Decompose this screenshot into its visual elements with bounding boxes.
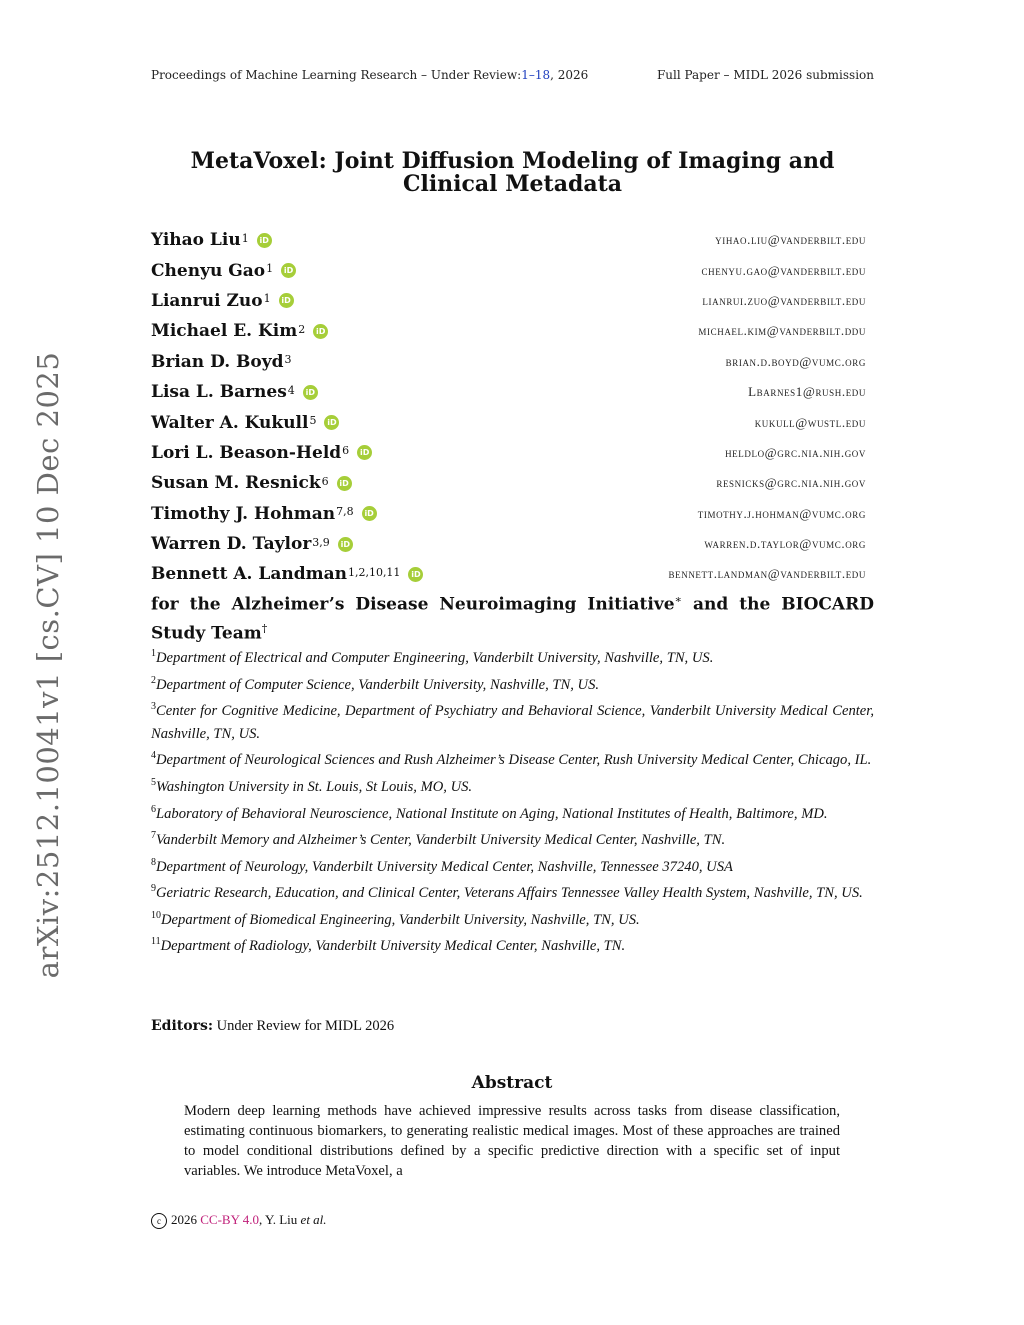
affiliation-text: Washington University in St. Louis, St Louis, MO, US. bbox=[156, 778, 473, 795]
author-email[interactable]: timothy.j.hohman@vumc.org bbox=[697, 505, 866, 521]
author-name bbox=[151, 352, 292, 372]
author-affil-sup: 3 bbox=[284, 353, 292, 367]
footer-etal: et al. bbox=[300, 1212, 327, 1227]
affiliation-number: 7 bbox=[151, 830, 156, 842]
author-affil-sup: 6 bbox=[342, 444, 350, 458]
affiliation-text: Department of Neurology, Vanderbilt University Medical Center, Nashville, Tennessee 37240, USA bbox=[156, 858, 733, 875]
affiliation-item bbox=[151, 696, 874, 745]
orcid-icon[interactable]: iD bbox=[362, 506, 377, 521]
affiliation-number: 2 bbox=[151, 674, 156, 686]
author-affil-sup: 1 bbox=[266, 262, 274, 276]
author-affil-sup: 1 bbox=[263, 292, 271, 306]
author-email[interactable]: lianrui.zuo@vanderbilt.edu bbox=[702, 292, 866, 308]
author-email[interactable]: Lbarnes1@rush.edu bbox=[748, 384, 866, 400]
affiliation-text: Department of Computer Science, Vanderbilt University, Nashville, TN, US. bbox=[156, 676, 600, 693]
affiliation-item bbox=[151, 772, 874, 799]
author-name-text: Yihao Liu bbox=[151, 230, 241, 251]
affiliation-text: Center for Cognitive Medicine, Department of Psychiatry and Behavioral Science, Vanderbilt University Medical Center, Nashville, TN, US. bbox=[151, 702, 874, 742]
affiliation-text: Department of Neurological Sciences and Rush Alzheimer’s Disease Center, Rush University Medical Center, Chicago, IL. bbox=[156, 752, 872, 769]
author-email[interactable]: heldlo@grc.nia.nih.gov bbox=[725, 444, 866, 460]
affiliation-text: Department of Radiology, Vanderbilt University Medical Center, Nashville, TN. bbox=[160, 938, 626, 955]
editors-line bbox=[151, 1018, 394, 1035]
affiliation-text: Laboratory of Behavioral Neuroscience, National Institute on Aging, National Institutes of Health, Baltimore, MD. bbox=[156, 805, 828, 822]
affiliation-item bbox=[151, 825, 874, 852]
affiliation-item bbox=[151, 878, 874, 905]
author-email[interactable]: yihao.liu@vanderbilt.edu bbox=[715, 232, 866, 248]
author-row bbox=[151, 347, 866, 377]
affiliations bbox=[151, 643, 874, 958]
author-name bbox=[151, 443, 372, 463]
orcid-icon[interactable]: iD bbox=[281, 263, 296, 278]
author-email[interactable]: resnicks@grc.nia.nih.gov bbox=[716, 475, 866, 491]
author-name bbox=[151, 382, 318, 402]
orcid-icon[interactable]: iD bbox=[357, 445, 372, 460]
author-row bbox=[151, 225, 866, 255]
affiliation-item bbox=[151, 799, 874, 826]
orcid-icon[interactable]: iD bbox=[338, 537, 353, 552]
author-row bbox=[151, 286, 866, 316]
affiliation-item bbox=[151, 905, 874, 932]
arxiv-stamp-text: arXiv:2512.10041v1 [cs.CV] 10 Dec 2025 bbox=[31, 351, 65, 979]
author-name-text: Michael E. Kim bbox=[151, 321, 298, 342]
affiliation-number: 5 bbox=[151, 776, 156, 788]
group-authors bbox=[151, 588, 874, 645]
author-name-text: Chenyu Gao bbox=[151, 260, 266, 281]
author-name bbox=[151, 321, 328, 341]
arxiv-stamp bbox=[30, 351, 66, 979]
author-name-text: Lori L. Beason-Held bbox=[151, 442, 342, 463]
author-email[interactable]: chenyu.gao@vanderbilt.edu bbox=[701, 262, 866, 278]
author-row bbox=[151, 255, 866, 285]
author-email[interactable]: bennett.landman@vanderbilt.edu bbox=[668, 566, 866, 582]
author-row bbox=[151, 438, 866, 468]
affiliation-text: Geriatric Research, Education, and Clinical Center, Veterans Affairs Tennessee Valley Health System, Nashville, TN, US. bbox=[156, 885, 863, 902]
affiliation-item bbox=[151, 745, 874, 772]
author-affil-sup: 7,8 bbox=[336, 505, 354, 519]
affiliation-number: 6 bbox=[151, 803, 156, 815]
page-range-link[interactable]: 1–18 bbox=[521, 68, 551, 82]
author-name bbox=[151, 534, 353, 554]
running-head-left bbox=[151, 68, 588, 82]
author-row bbox=[151, 377, 866, 407]
author-affil-sup: 6 bbox=[321, 474, 329, 488]
author-name bbox=[151, 413, 339, 433]
abstract-text: Modern deep learning methods have achieved impressive results across tasks from disease classification, estimating continuous biomarkers, to generating realistic medical images. Most of these approaches are trained to model conditional distributions defined by a specific predictive direction with a specific set of input variables. We introduce MetaVoxel, a bbox=[184, 1103, 840, 1179]
author-row bbox=[151, 499, 866, 529]
editors-value: Under Review for MIDL 2026 bbox=[216, 1018, 395, 1034]
author-email[interactable]: michael.kim@vanderbilt.ddu bbox=[698, 323, 866, 339]
running-head-suffix: , 2026 bbox=[550, 68, 589, 82]
affiliation-text: Vanderbilt Memory and Alzheimer’s Center, Vanderbilt University Medical Center, Nashville, TN. bbox=[156, 831, 726, 848]
affiliation-item bbox=[151, 643, 874, 670]
author-row bbox=[151, 468, 866, 498]
orcid-icon[interactable]: iD bbox=[279, 293, 294, 308]
author-email[interactable]: warren.d.taylor@vumc.org bbox=[704, 536, 866, 552]
author-affil-sup: 4 bbox=[287, 383, 295, 397]
copyright-icon: c bbox=[151, 1213, 167, 1229]
author-name-text: Susan M. Resnick bbox=[151, 473, 321, 494]
author-affil-sup: 5 bbox=[309, 414, 317, 428]
author-name-text: Brian D. Boyd bbox=[151, 351, 284, 372]
running-head-right: Full Paper – MIDL 2026 submission bbox=[656, 68, 874, 82]
author-name bbox=[151, 291, 294, 311]
author-name-text: Lisa L. Barnes bbox=[151, 382, 287, 403]
author-row bbox=[151, 407, 866, 437]
orcid-icon[interactable]: iD bbox=[408, 567, 423, 582]
author-name bbox=[151, 473, 352, 493]
affiliation-number: 8 bbox=[151, 856, 156, 868]
author-name-text: Bennett A. Landman bbox=[151, 564, 347, 585]
affiliation-item bbox=[151, 670, 874, 697]
author-row bbox=[151, 529, 866, 559]
author-name bbox=[151, 230, 272, 250]
running-head-prefix: Proceedings of Machine Learning Research – Under Review: bbox=[151, 68, 522, 82]
author-name bbox=[151, 261, 296, 281]
orcid-icon[interactable]: iD bbox=[257, 233, 272, 248]
orcid-icon[interactable]: iD bbox=[303, 385, 318, 400]
author-affil-sup: 1 bbox=[241, 231, 249, 245]
author-affil-sup: 1,2,10,11 bbox=[347, 565, 401, 579]
affiliation-number: 1 bbox=[151, 648, 156, 659]
author-affil-sup: 3,9 bbox=[312, 535, 330, 549]
copyright-footer bbox=[151, 1212, 327, 1229]
author-row bbox=[151, 316, 866, 346]
affiliation-number: 4 bbox=[151, 750, 156, 762]
affiliation-number: 9 bbox=[151, 883, 156, 895]
abstract-heading: Abstract bbox=[471, 1073, 553, 1093]
orcid-icon[interactable]: iD bbox=[313, 324, 328, 339]
author-name-text: Walter A. Kukull bbox=[151, 412, 309, 433]
author-row bbox=[151, 559, 866, 589]
affiliation-text: Department of Electrical and Computer Engineering, Vanderbilt University, Nashville, TN, US. bbox=[156, 649, 714, 666]
footer-author: , Y. Liu bbox=[259, 1212, 301, 1227]
affiliation-text: Department of Biomedical Engineering, Vanderbilt University, Nashville, TN, US. bbox=[161, 911, 640, 928]
paper-title: MetaVoxel: Joint Diffusion Modeling of Imaging and Clinical Metadata bbox=[190, 148, 835, 197]
orcid-icon[interactable]: iD bbox=[324, 415, 339, 430]
author-name bbox=[151, 564, 423, 584]
author-name-text: Timothy J. Hohman bbox=[151, 503, 336, 524]
author-email[interactable]: brian.d.boyd@vumc.org bbox=[725, 353, 866, 369]
affiliation-number: 3 bbox=[151, 701, 156, 713]
group-part2: and the BIOCARD Study Team bbox=[151, 594, 874, 644]
author-name bbox=[151, 504, 377, 524]
author-affil-sup: 2 bbox=[298, 322, 306, 336]
author-name-text: Lianrui Zuo bbox=[151, 290, 263, 311]
affiliation-item bbox=[151, 931, 874, 958]
affiliation-number: 10 bbox=[151, 909, 161, 921]
author-list bbox=[151, 225, 866, 590]
license-link[interactable]: CC-BY 4.0 bbox=[200, 1212, 259, 1227]
affiliation-number: 11 bbox=[151, 936, 161, 948]
group-footnote-mark-2[interactable]: † bbox=[261, 621, 268, 635]
orcid-icon[interactable]: iD bbox=[337, 476, 352, 491]
running-head bbox=[151, 68, 874, 82]
author-email[interactable]: kukull@wustl.edu bbox=[754, 414, 866, 430]
affiliation-item bbox=[151, 852, 874, 879]
author-name-text: Warren D. Taylor bbox=[151, 534, 312, 555]
copyright-year: 2026 bbox=[171, 1212, 197, 1227]
group-footnote-mark-1[interactable]: ∗ bbox=[674, 593, 683, 606]
group-part1: for the Alzheimer’s Disease Neuroimaging Initiative bbox=[151, 594, 675, 615]
editors-label: Editors: bbox=[151, 1018, 214, 1034]
